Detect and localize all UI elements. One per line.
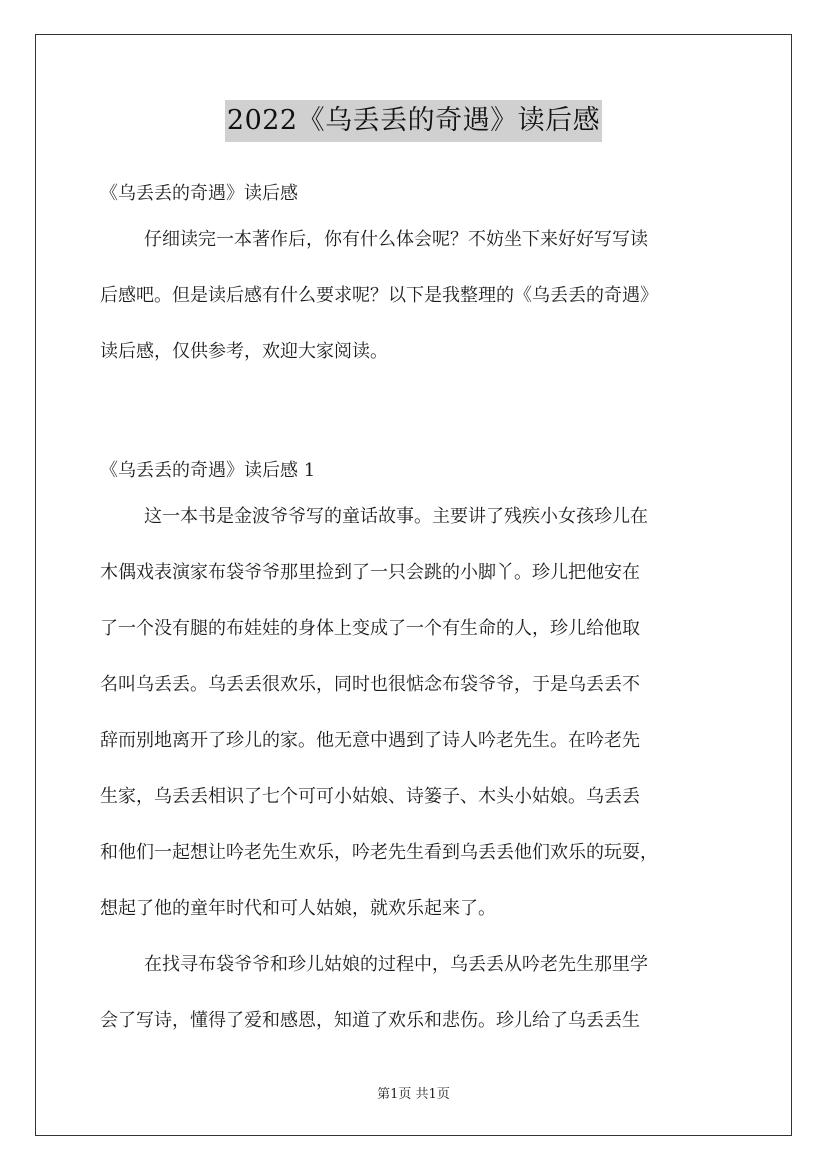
paragraph-line: 和他们一起想让吟老先生欢乐，吟老先生看到乌丢丢他们欢乐的玩耍，	[100, 842, 658, 863]
paragraph-line: 木偶戏表演家布袋爷爷那里捡到了一只会跳的小脚丫。珍儿把他安在	[100, 562, 640, 583]
document-body	[100, 177, 740, 1060]
paragraph-line: 这一本书是金波爷爷写的童话故事。主要讲了残疾小女孩珍儿在	[144, 506, 648, 527]
paragraph-line: 辞而别地离开了珍儿的家。他无意中遇到了诗人吟老先生。在吟老先	[100, 730, 640, 751]
intro-line: 后感吧。但是读后感有什么要求呢？以下是我整理的《乌丢丢的奇遇》	[100, 285, 658, 306]
paragraph-line: 想起了他的童年时代和可人姑娘，就欢乐起来了。	[100, 898, 496, 919]
section-heading: 《乌丢丢的奇遇》读后感 1	[100, 460, 316, 481]
paragraph-line: 名叫乌丢丢。乌丢丢很欢乐，同时也很惦念布袋爷爷，于是乌丢丢不	[100, 674, 640, 695]
intro-line: 读后感，仅供参考，欢迎大家阅读。	[100, 341, 388, 362]
paragraph-line: 在找寻布袋爷爷和珍儿姑娘的过程中，乌丢丢从吟老先生那里学	[144, 954, 648, 975]
page-footer: 第1页 共1页	[377, 1087, 450, 1102]
paragraph-line: 会了写诗，懂得了爱和感恩，知道了欢乐和悲伤。珍儿给了乌丢丢生	[100, 1010, 640, 1031]
document-subtitle: 《乌丢丢的奇遇》读后感	[100, 183, 298, 204]
paragraph-line: 生家，乌丢丢相识了七个可可小姑娘、诗篓子、木头小姑娘。乌丢丢	[100, 786, 640, 807]
document-title: 2022《乌丢丢的奇遇》读后感	[225, 100, 602, 142]
title-area	[0, 100, 827, 142]
intro-line: 仔细读完一本著作后，你有什么体会呢？不妨坐下来好好写写读	[144, 229, 648, 250]
paragraph-line: 了一个没有腿的布娃娃的身体上变成了一个有生命的人，珍儿给他取	[100, 618, 640, 639]
